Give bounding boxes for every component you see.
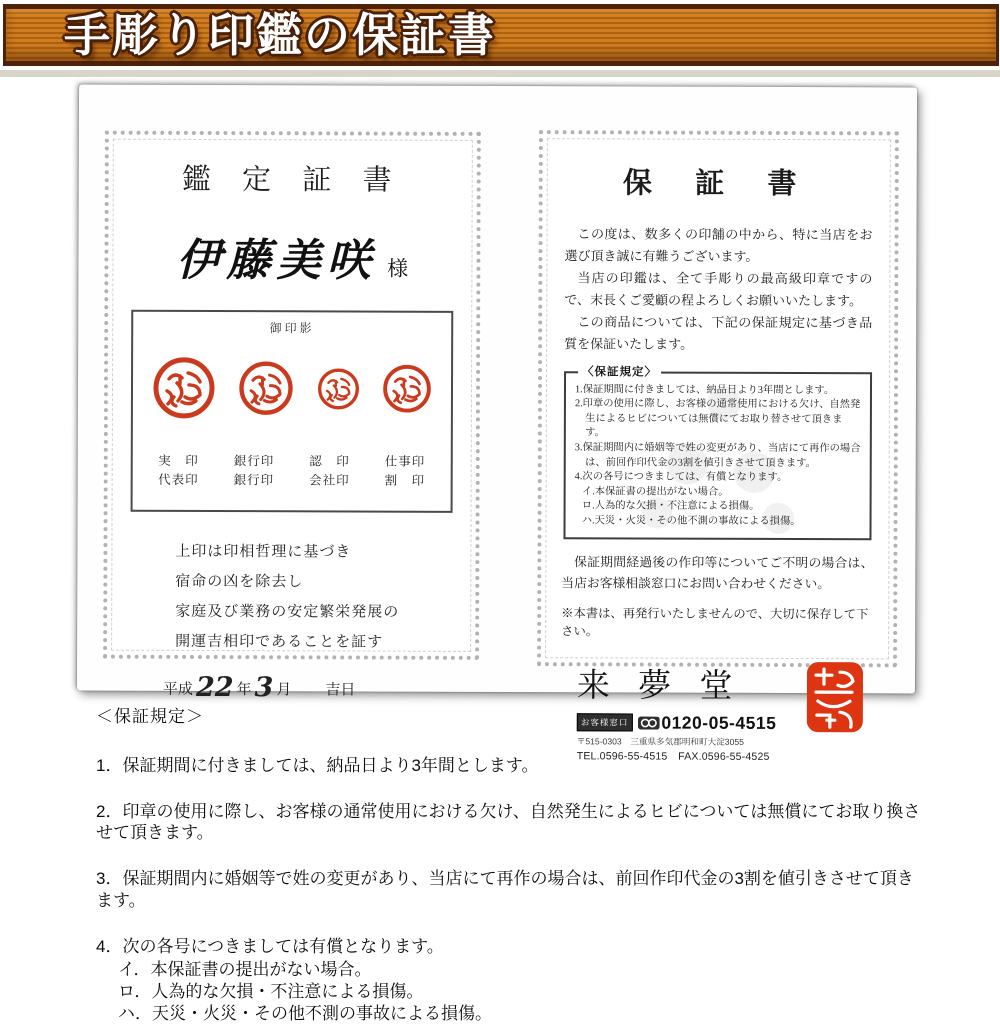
date-era: 平成 [162, 681, 193, 698]
certification-statement [175, 536, 475, 657]
seal-box-label: 御印影 [269, 321, 315, 336]
statement-line: 家庭及び業務の安定繁栄発展の [175, 601, 400, 621]
inquiry-note: 保証期間経過後の作印等についてご不明の場合は、当店お客様相談窓口にお問い合わせください。 [561, 554, 874, 591]
recipient-name: 伊藤美咲 [176, 234, 377, 287]
terms-subitem: イ．本保証書の提出がない場合。 [118, 960, 372, 980]
provision-subitem: イ.本保証書の提出がない場合。 [581, 486, 729, 498]
terms-item: 4．次の各号につきましては有償となります。 [96, 936, 444, 956]
provision-box-title: 〈保証規定〉 [578, 364, 661, 381]
seal-label: 実 印 代表印 [158, 453, 199, 488]
statement-line: 開運吉相印であることを証す [175, 631, 384, 651]
provision-item: 2.印章の使用に際し、お客様の通常使用における欠け、自然発生によるヒビについては無償にてお取り替させて頂きます。 [574, 398, 861, 439]
customer-desk-badge: お客様窓口 [577, 714, 633, 732]
provision-box [563, 365, 872, 540]
banner-underline-strip [0, 70, 1000, 77]
terms-subitem: ロ．人為的な欠損・不注意による損傷。 [118, 982, 424, 1001]
seal-impressions-row [133, 346, 451, 431]
banner-title: 手彫り印鑑の保証書 [64, 9, 496, 61]
seal-impression-box [131, 310, 454, 513]
provision-item: 1.保証期間に付きましては、納品日より3年間とします。 [574, 383, 835, 396]
recipient-row [108, 224, 476, 289]
warranty-title: 保 証 書 [622, 167, 815, 201]
round-seal-icon [317, 367, 360, 410]
date-month: 3 [254, 672, 274, 704]
date-year-unit: 年 [236, 682, 252, 699]
recipient-honorific: 様 [387, 256, 409, 281]
round-seal-icon [238, 360, 294, 416]
date-month-unit: 月 [276, 682, 292, 699]
terms-item: 1．保証期間に付きましては、納品日より3年間とします。 [96, 755, 539, 775]
provision-item: 3.保証期間内に婚姻等で姓の変更があり、当店にて再作の場合は、前回作印代金の3割を値引きさせて頂きます。 [574, 442, 861, 469]
warranty-certificate [537, 130, 899, 763]
shop-tel-fax: TEL.0596-55-4515 FAX.0596-55-4525 [576, 750, 770, 763]
statement-line: 上印は印相哲理に基づき [175, 541, 352, 561]
appraisal-title: 鑑 定 証 書 [181, 163, 404, 197]
seal-labels-row [133, 452, 451, 492]
round-seal-icon [382, 364, 432, 414]
keep-safe-note: ※本書は、再発行いたしませんので、大切に保存して下さい。 [561, 606, 869, 639]
terms-item: 3．保証期間内に婚姻等で姓の変更があり、当店にて再作の場合は、前回作印代金の3割を値引きさせて頂きます。 [96, 869, 914, 910]
provision-subitem: ロ.人為的な欠損・不注意による損傷。 [581, 500, 760, 513]
shop-name: 来 夢 堂 [576, 668, 743, 705]
terms-subitem: ハ．天災・火災・その他不測の事故による損傷。 [118, 1003, 492, 1023]
terms-heading: ＜保証規定＞ [96, 707, 204, 726]
terms-item: 2．印章の使用に際し、お客様の通常使用における欠け、自然発生によるヒビについては無償にてお取り換させて頂きます。 [96, 801, 921, 843]
intro-paragraph: この商品については、下記の保証規定に基づき品質を保証いたします。 [564, 314, 873, 353]
intro-paragraph: この度は、数多くの印舗の中から、特に当店をお選び頂き誠に有難うございます。 [564, 226, 873, 265]
seal-label: 認 印 会社印 [309, 454, 350, 488]
terms-section [96, 706, 930, 1025]
statement-line: 宿命の凶を除去し [175, 571, 304, 591]
round-seal-icon [152, 356, 216, 420]
warranty-intro [564, 223, 872, 357]
phone-number: 0120-05-4515 [661, 712, 777, 733]
date-line [163, 670, 475, 702]
intro-paragraph: 当店の印鑑は、全て手彫りの最高級印章ですので、末長くご愛顧の程よろしくお願いいたします。 [564, 270, 873, 309]
appraisal-certificate [103, 131, 481, 704]
title-banner [3, 4, 999, 66]
seal-label: 銀行印 銀行印 [233, 454, 275, 488]
provision-subitem: ハ.天災・火災・その他不測の事故による損傷。 [581, 515, 801, 528]
provision-item: 4.次の各号につきましては、有償となります。 [574, 471, 788, 484]
seal-label: 仕事印 割 印 [384, 454, 426, 489]
shop-address: 〒515-0303 三重県多気郡明和町大淀3055 [576, 736, 744, 747]
date-day: 吉日 [325, 682, 356, 699]
date-year: 22 [195, 671, 234, 704]
certificates-photo [77, 85, 917, 763]
